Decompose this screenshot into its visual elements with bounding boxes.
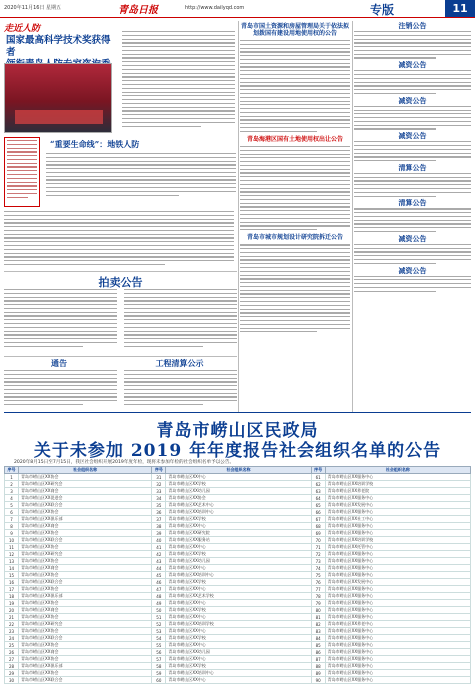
organization-name: 青岛市崂山区XX联合会	[19, 502, 152, 509]
organization-name: 青岛市崂山区XX学校	[166, 579, 311, 586]
auction-text-left	[4, 289, 117, 350]
row-number: 55	[152, 642, 166, 649]
organization-name: 青岛市崂山区XX艺术学校	[166, 593, 311, 600]
table-row	[5, 488, 471, 495]
mid-notice-2-text	[240, 146, 350, 230]
mid-notice-title-3: 青岛市城市规划设计研究院拆迁公告	[246, 234, 343, 242]
organization-name: 青岛市崂山区XX协会	[19, 642, 152, 649]
row-number: 47	[152, 586, 166, 593]
row-number: 69	[311, 530, 325, 537]
table-row	[5, 607, 471, 614]
organization-name: 青岛市崂山区XX中心	[166, 565, 311, 572]
organization-name: 青岛市崂山区XX联合会	[19, 635, 152, 642]
organization-name: 青岛市崂山区XX协会	[19, 670, 152, 677]
right-title-4: 减资公告	[398, 131, 427, 141]
table-row	[5, 481, 471, 488]
row-number: 18	[5, 593, 19, 600]
row-number: 14	[5, 565, 19, 572]
row-number: 62	[311, 481, 325, 488]
row-number: 43	[152, 558, 166, 565]
subhead-text	[46, 153, 236, 198]
row-number: 34	[152, 495, 166, 502]
mid-notice-1-text	[240, 40, 350, 132]
row-number: 70	[311, 537, 325, 544]
table-row	[5, 523, 471, 530]
organization-name: 青岛市崂山区XX协会	[19, 509, 152, 516]
organization-name: 青岛市崂山区XX商会	[19, 488, 152, 495]
organization-name: 青岛市崂山区XX服务中心	[325, 656, 470, 663]
organization-name: 青岛市崂山区XX学校	[166, 481, 311, 488]
organization-name: 青岛市崂山区XX幼儿园	[166, 649, 311, 656]
row-number: 5	[5, 502, 19, 509]
row-number: 38	[152, 523, 166, 530]
row-number: 84	[311, 635, 325, 642]
organization-name: 青岛市崂山区XX服务中心	[325, 677, 470, 684]
col-header: 社会组织名称	[325, 467, 470, 474]
organization-name: 青岛市崂山区XX服务中心	[325, 593, 470, 600]
organization-name: 青岛市崂山区XX幼儿园	[166, 558, 311, 565]
organization-name: 青岛市崂山区XX商会	[19, 523, 152, 530]
row-number: 15	[5, 572, 19, 579]
organization-name: 青岛市崂山区XX学校	[166, 635, 311, 642]
issue-date: 2020年11月16日 星期五	[4, 5, 62, 11]
table-row	[5, 502, 471, 509]
organization-name: 青岛市崂山区XX联合会	[19, 677, 152, 684]
organization-name: 青岛市崂山区XX服务中心	[325, 565, 470, 572]
organization-name: 青岛市崂山区XX服务中心	[325, 474, 470, 481]
row-number: 63	[311, 488, 325, 495]
row-number: 75	[311, 572, 325, 579]
table-row	[5, 621, 471, 628]
row-number: 1	[5, 474, 19, 481]
organization-name: 青岛市崂山区XX服务中心	[325, 663, 470, 670]
organization-name: 青岛市崂山区XX培训中心	[166, 509, 311, 516]
organization-name: 青岛市崂山区XX中心	[166, 614, 311, 621]
row-number: 53	[152, 628, 166, 635]
row-number: 81	[311, 614, 325, 621]
row-number: 27	[5, 656, 19, 663]
notice-text	[4, 370, 117, 408]
right-text-1	[354, 31, 471, 59]
table-row	[5, 614, 471, 621]
row-number: 76	[311, 579, 325, 586]
organization-name: 青岛市崂山区XX托管中心	[325, 544, 470, 551]
website-url[interactable]: http://www.dailyqd.com	[185, 5, 245, 11]
row-number: 66	[311, 509, 325, 516]
organization-name: 青岛市崂山区XX培训学校	[325, 537, 470, 544]
row-number: 28	[5, 663, 19, 670]
engineering-text	[124, 370, 237, 408]
row-number: 33	[152, 488, 166, 495]
organization-name: 青岛市崂山区XX发展中心	[325, 502, 470, 509]
table-row	[5, 565, 471, 572]
row-number: 26	[5, 649, 19, 656]
row-number: 8	[5, 523, 19, 530]
section-subhead: “重要生命线”：地铁人防	[50, 139, 140, 149]
organization-name: 青岛市崂山区XX服务中心	[325, 509, 470, 516]
organization-name: 青岛市崂山区XX培训学校	[325, 481, 470, 488]
organization-name: 青岛市崂山区XX联合会	[19, 579, 152, 586]
story-tag: 走近人防	[4, 24, 41, 34]
table-row	[5, 642, 471, 649]
row-number: 78	[311, 593, 325, 600]
organization-name: 青岛市崂山区XX协会	[19, 600, 152, 607]
organization-name: 青岛市崂山区XX服务站	[166, 537, 311, 544]
organization-name: 青岛市崂山区XX服务中心	[325, 558, 470, 565]
row-number: 59	[152, 670, 166, 677]
row-number: 86	[311, 649, 325, 656]
table-row	[5, 600, 471, 607]
organization-name: 青岛市崂山区XX学校	[166, 551, 311, 558]
table-row	[5, 586, 471, 593]
row-number: 77	[311, 586, 325, 593]
organization-name: 青岛市崂山区XX服务中心	[325, 635, 470, 642]
table-row	[5, 509, 471, 516]
table-row	[5, 656, 471, 663]
sidebar-callout	[4, 137, 40, 207]
table-row	[5, 544, 471, 551]
row-number: 25	[5, 642, 19, 649]
row-number: 83	[311, 628, 325, 635]
organization-name: 青岛市崂山区XX服务中心	[325, 600, 470, 607]
row-number: 58	[152, 663, 166, 670]
row-number: 16	[5, 579, 19, 586]
row-number: 68	[311, 523, 325, 530]
organization-name: 青岛市崂山区XX俱乐部	[19, 516, 152, 523]
col-header: 社会组织名称	[19, 467, 152, 474]
table-row	[5, 663, 471, 670]
row-number: 13	[5, 558, 19, 565]
organization-name: 青岛市崂山区XX服务中心	[325, 551, 470, 558]
row-number: 19	[5, 600, 19, 607]
right-text-8	[354, 276, 471, 292]
right-title-2: 减资公告	[398, 60, 427, 70]
organization-name: 青岛市崂山区XX中心	[166, 656, 311, 663]
row-number: 82	[311, 621, 325, 628]
col-header: 社会组织名称	[166, 467, 311, 474]
row-number: 44	[152, 565, 166, 572]
organization-name: 青岛市崂山区XX服务中心	[325, 614, 470, 621]
organization-name: 青岛市崂山区XX俱乐部	[19, 593, 152, 600]
row-number: 9	[5, 530, 19, 537]
col-header: 序号	[152, 467, 166, 474]
organization-name: 青岛市崂山区XX发展中心	[325, 579, 470, 586]
organization-name: 青岛市崂山区XX俱乐部	[19, 663, 152, 670]
row-number: 40	[152, 537, 166, 544]
row-number: 54	[152, 635, 166, 642]
organization-name: 青岛市崂山区XX中心	[166, 544, 311, 551]
mid-notice-title-2: 青岛海港区国有土地使用权出让公告	[246, 135, 343, 143]
organization-name: 青岛市崂山区XX研究院	[166, 530, 311, 537]
row-number: 71	[311, 544, 325, 551]
middle-notices	[240, 21, 350, 413]
row-number: 24	[5, 635, 19, 642]
organization-name: 青岛市崂山区XX服务中心	[325, 642, 470, 649]
row-number: 67	[311, 516, 325, 523]
row-number: 30	[5, 677, 19, 684]
table-row	[5, 530, 471, 537]
row-number: 57	[152, 656, 166, 663]
right-title-6: 清算公告	[398, 198, 427, 208]
organization-name: 青岛市崂山区XX幼儿园	[166, 488, 311, 495]
organization-name: 青岛市崂山区XX协会	[19, 558, 152, 565]
row-number: 17	[5, 586, 19, 593]
table-row	[5, 558, 471, 565]
organization-name: 青岛市崂山区XX养老中心	[325, 621, 470, 628]
row-number: 85	[311, 642, 325, 649]
organization-table	[4, 466, 471, 684]
table-row	[5, 579, 471, 586]
organization-name: 青岛市崂山区XX研究会	[19, 551, 152, 558]
organization-name: 青岛市崂山区XX服务中心	[325, 670, 470, 677]
row-number: 65	[311, 502, 325, 509]
table-row	[5, 516, 471, 523]
table-row	[5, 670, 471, 677]
row-number: 12	[5, 551, 19, 558]
right-text-5	[354, 173, 471, 197]
right-text-6	[354, 208, 471, 232]
organization-name: 青岛市崂山区XX促进会	[19, 495, 152, 502]
row-number: 35	[152, 502, 166, 509]
story-text-right	[122, 31, 235, 129]
col-header: 序号	[5, 467, 19, 474]
row-number: 31	[152, 474, 166, 481]
row-number: 21	[5, 614, 19, 621]
organization-name: 青岛市崂山区XX服务中心	[325, 530, 470, 537]
right-text-2	[354, 70, 471, 94]
row-number: 51	[152, 614, 166, 621]
event-photo	[4, 63, 112, 133]
mid-notice-3-text	[240, 244, 350, 332]
row-number: 79	[311, 600, 325, 607]
organization-name: 青岛市崂山区XX协会	[19, 614, 152, 621]
row-number: 72	[311, 551, 325, 558]
organization-name: 青岛市崂山区XX中心	[166, 586, 311, 593]
auction-text-right	[124, 289, 237, 350]
organization-name: 青岛市崂山区XX学校	[166, 663, 311, 670]
newspaper-logo: 青岛日报	[118, 5, 158, 16]
auction-title: 拍卖公告	[98, 276, 143, 289]
section-name: 专版	[370, 3, 395, 17]
page-number: 11	[445, 0, 475, 17]
row-number: 10	[5, 537, 19, 544]
right-notices	[354, 21, 471, 413]
row-number: 23	[5, 628, 19, 635]
organization-name: 青岛市崂山区XX培训中心	[166, 572, 311, 579]
row-number: 80	[311, 607, 325, 614]
row-number: 37	[152, 516, 166, 523]
row-number: 36	[152, 509, 166, 516]
organization-name: 青岛市崂山区XX服务中心	[325, 495, 470, 502]
table-row	[5, 593, 471, 600]
organization-name: 青岛市崂山区XX中心	[166, 600, 311, 607]
table-row	[5, 649, 471, 656]
page-header	[0, 0, 475, 18]
row-number: 48	[152, 593, 166, 600]
row-number: 11	[5, 544, 19, 551]
table-row	[5, 537, 471, 544]
organization-name: 青岛市崂山区XX研究会	[19, 621, 152, 628]
organization-name: 青岛市崂山区XX中心	[166, 642, 311, 649]
organization-name: 青岛市崂山区XX商会	[19, 607, 152, 614]
right-title-3: 减资公告	[398, 95, 427, 105]
organization-name: 青岛市崂山区XX协会	[19, 572, 152, 579]
organization-name: 青岛市崂山区XX学校	[166, 516, 311, 523]
row-number: 56	[152, 649, 166, 656]
organization-name: 青岛市崂山区XX协会	[19, 586, 152, 593]
right-title-8: 减资公告	[398, 265, 427, 275]
organization-name: 青岛市崂山区XX服务中心	[325, 572, 470, 579]
organization-name: 青岛市崂山区XX协会	[19, 530, 152, 537]
row-number: 74	[311, 565, 325, 572]
row-number: 50	[152, 607, 166, 614]
row-number: 89	[311, 670, 325, 677]
notice-title: 通告	[51, 358, 67, 368]
row-number: 42	[152, 551, 166, 558]
organization-name: 青岛市崂山区XX协会	[19, 628, 152, 635]
row-number: 52	[152, 621, 166, 628]
row-number: 2	[5, 481, 19, 488]
organization-name: 青岛市崂山区XX养老院	[325, 488, 470, 495]
organization-name: 青岛市崂山区XX协会	[19, 474, 152, 481]
organization-name: 青岛市崂山区XX中心	[166, 523, 311, 530]
row-number: 20	[5, 607, 19, 614]
table-row	[5, 572, 471, 579]
row-number: 61	[311, 474, 325, 481]
row-number: 46	[152, 579, 166, 586]
main-notice-title-2: 关于未参加 2019 年年度报告社会组织名单的公告	[33, 441, 442, 461]
right-title-7: 减资公告	[398, 233, 427, 243]
right-text-7	[354, 244, 471, 264]
table-header-row	[5, 467, 471, 474]
organization-name: 青岛市崂山区XX服务中心	[325, 586, 470, 593]
organization-name: 青岛市崂山区XX协会	[166, 495, 311, 502]
right-text-3	[354, 106, 471, 130]
organization-name: 青岛市崂山区XX艺术中心	[166, 502, 311, 509]
row-number: 7	[5, 516, 19, 523]
row-number: 88	[311, 663, 325, 670]
story-body	[4, 211, 234, 268]
right-text-4	[354, 141, 471, 161]
table-row	[5, 474, 471, 481]
col-header: 序号	[311, 467, 325, 474]
organization-name: 青岛市崂山区XX服务中心	[325, 607, 470, 614]
organization-name: 青岛市崂山区XX社工中心	[325, 516, 470, 523]
organization-name: 青岛市崂山区XX商会	[19, 565, 152, 572]
organization-name: 青岛市崂山区XX服务中心	[325, 628, 470, 635]
organization-name: 青岛市崂山区XX协会	[19, 544, 152, 551]
row-number: 87	[311, 656, 325, 663]
row-number: 60	[152, 677, 166, 684]
table-row	[5, 551, 471, 558]
row-number: 49	[152, 600, 166, 607]
organization-name: 青岛市崂山区XX学校	[166, 607, 311, 614]
organization-name: 青岛市崂山区XX商会	[19, 649, 152, 656]
row-number: 32	[152, 481, 166, 488]
headline-line-1: 国家最高科学技术奖获得者	[6, 35, 111, 58]
row-number: 22	[5, 621, 19, 628]
row-number: 3	[5, 488, 19, 495]
organization-name: 青岛市崂山区XX中心	[166, 677, 311, 684]
table-row	[5, 495, 471, 502]
right-title-1: 注销公告	[398, 21, 427, 30]
organization-name: 青岛市崂山区XX中心	[166, 474, 311, 481]
row-number: 39	[152, 530, 166, 537]
organization-name: 青岛市崂山区XX服务中心	[325, 523, 470, 530]
organization-name: 青岛市崂山区XX培训中心	[166, 670, 311, 677]
organization-name: 青岛市崂山区XX培训学校	[166, 621, 311, 628]
right-title-5: 清算公告	[398, 162, 427, 172]
row-number: 64	[311, 495, 325, 502]
mid-notice-title-1: 青岛市国土资源和房屋管理局关于依法拟划拨国有建设用地使用权的公告	[240, 23, 349, 37]
row-number: 4	[5, 495, 19, 502]
row-number: 73	[311, 558, 325, 565]
row-number: 6	[5, 509, 19, 516]
table-row	[5, 628, 471, 635]
main-notice-title-1: 青岛市崂山区民政局	[156, 421, 319, 441]
feature-story	[4, 21, 237, 413]
main-notice-intro: 2020年8月15日至7月15日，我区社会组织开展2019年度年检，现将未参加年检的社会组织名单予以公告。	[14, 460, 235, 465]
row-number: 29	[5, 670, 19, 677]
row-number: 45	[152, 572, 166, 579]
organization-name: 青岛市崂山区XX协会	[19, 656, 152, 663]
row-number: 90	[311, 677, 325, 684]
row-number: 41	[152, 544, 166, 551]
engineering-title: 工程清算公示	[155, 358, 204, 368]
table-row	[5, 635, 471, 642]
organization-name: 青岛市崂山区XX联合会	[19, 537, 152, 544]
organization-name: 青岛市崂山区XX中心	[166, 628, 311, 635]
organization-name: 青岛市崂山区XX服务中心	[325, 649, 470, 656]
organization-name: 青岛市崂山区XX研究会	[19, 481, 152, 488]
table-row	[5, 677, 471, 684]
